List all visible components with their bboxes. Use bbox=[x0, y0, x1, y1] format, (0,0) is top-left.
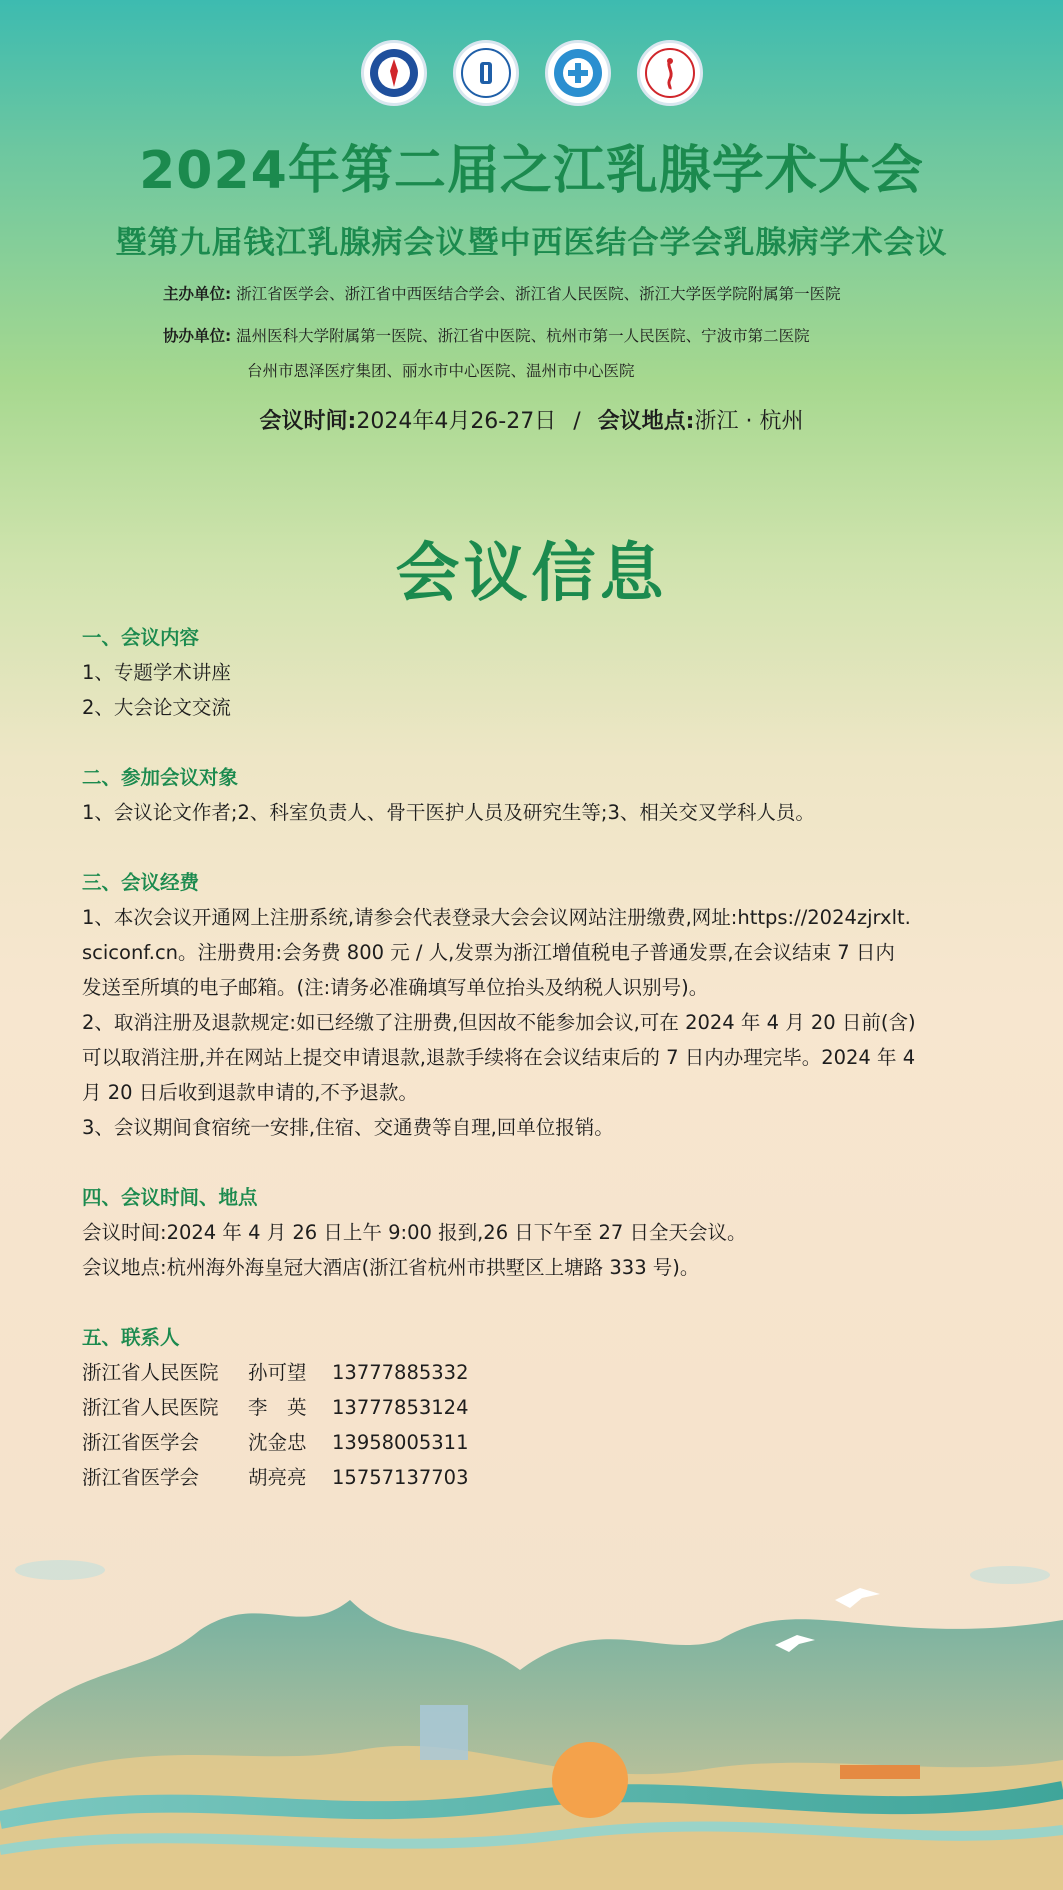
list-item: 1、专题学术讲座 bbox=[82, 661, 231, 684]
place-value: 浙江 · 杭州 bbox=[694, 409, 804, 434]
host-label: 主办单位: bbox=[163, 285, 232, 303]
time-label: 会议时间: bbox=[259, 409, 357, 434]
paragraph-line: 3、会议期间食宿统一安排,住宿、交通费等自理,回单位报销。 bbox=[82, 1116, 614, 1139]
co-list-line1: 温州医科大学附属第一医院、浙江省中医院、杭州市第一人民医院、宁波市第二医院 bbox=[236, 327, 810, 345]
paragraph-line: sciconf.cn。注册费用:会务费 800 元 / 人,发票为浙江增值税电子普通发票,在会议结束 7 日内 bbox=[82, 941, 895, 964]
section-contacts bbox=[82, 1320, 1002, 1495]
contact-org: 浙江省医学会 bbox=[82, 1466, 200, 1489]
section-heading: 二、参加会议对象 bbox=[82, 766, 239, 789]
section-time-place bbox=[82, 1180, 1002, 1285]
section-audience bbox=[82, 760, 1002, 830]
co-label: 协办单位: bbox=[163, 327, 232, 345]
contact-org: 浙江省人民医院 bbox=[82, 1396, 219, 1419]
contact-name: 孙可望 bbox=[248, 1361, 307, 1384]
section-fees bbox=[82, 865, 1002, 1145]
zaim-emblem-icon bbox=[637, 40, 703, 106]
co-organizers bbox=[163, 326, 810, 382]
host-organizers bbox=[163, 284, 841, 305]
contact-row bbox=[82, 1460, 1002, 1495]
contact-name: 胡亮亮 bbox=[248, 1466, 307, 1489]
header bbox=[0, 128, 1063, 262]
contact-phone: 13777885332 bbox=[332, 1361, 469, 1384]
meeting-time-place bbox=[0, 404, 1063, 435]
contact-name: 沈金忠 bbox=[248, 1431, 307, 1454]
list-item: 2、大会论文交流 bbox=[82, 696, 231, 719]
section-content bbox=[82, 620, 1002, 725]
contact-row bbox=[82, 1355, 1002, 1390]
paragraph: 1、会议论文作者;2、科室负责人、骨干医护人员及研究生等;3、相关交叉学科人员。 bbox=[82, 801, 815, 824]
section-heading: 一、会议内容 bbox=[82, 626, 200, 649]
paragraph-line: 月 20 日后收到退款申请的,不予退款。 bbox=[82, 1081, 418, 1104]
contact-org: 浙江省医学会 bbox=[82, 1431, 200, 1454]
section-heading: 三、会议经费 bbox=[82, 871, 200, 894]
co-list-line2: 台州市恩泽医疗集团、丽水市中心医院、温州市中心医院 bbox=[247, 362, 635, 380]
university-hospital-emblem-icon bbox=[545, 40, 611, 106]
host-list: 浙江省医学会、浙江省中西医结合学会、浙江省人民医院、浙江大学医学院附属第一医院 bbox=[236, 285, 841, 303]
contact-org: 浙江省人民医院 bbox=[82, 1361, 219, 1384]
paragraph-line: 1、本次会议开通网上注册系统,请参会代表登录大会会议网站注册缴费,网址:https://2024zjrxlt. bbox=[82, 906, 911, 929]
time-value: 2024年4月26-27日 bbox=[356, 409, 557, 434]
society-emblem-icon bbox=[361, 40, 427, 106]
paragraph-line: 发送至所填的电子邮箱。(注:请务必准确填写单位抬头及纳税人识别号)。 bbox=[82, 976, 709, 999]
section-heading: 四、会议时间、地点 bbox=[82, 1186, 258, 1209]
page-subtitle: 暨第九届钱江乳腺病会议暨中西医结合学会乳腺病学术会议 bbox=[115, 225, 948, 261]
info-heading: 会议信息 bbox=[395, 536, 668, 611]
contact-phone: 13777853124 bbox=[332, 1396, 469, 1419]
contact-name: 李 英 bbox=[248, 1396, 307, 1419]
hospital-1984-emblem-icon bbox=[453, 40, 519, 106]
logo-row bbox=[0, 40, 1063, 106]
place-label: 会议地点: bbox=[597, 409, 695, 434]
section-heading: 五、联系人 bbox=[82, 1326, 180, 1349]
paragraph-line: 会议地点:杭州海外海皇冠大酒店(浙江省杭州市拱墅区上塘路 333 号)。 bbox=[82, 1256, 700, 1279]
page-title: 2024年第二届之江乳腺学术大会 bbox=[139, 141, 924, 201]
contact-row bbox=[82, 1390, 1002, 1425]
paragraph-line: 可以取消注册,并在网站上提交申请退款,退款手续将在会议结束后的 7 日内办理完毕。2024 年 4 bbox=[82, 1046, 916, 1069]
contact-phone: 15757137703 bbox=[332, 1466, 469, 1489]
contact-phone: 13958005311 bbox=[332, 1431, 469, 1454]
paragraph-line: 2、取消注册及退款规定:如已经缴了注册费,但因故不能参加会议,可在 2024 年 4 月 20 日前(含) bbox=[82, 1011, 916, 1034]
landscape-illustration bbox=[0, 1530, 1063, 1890]
separator: / bbox=[573, 409, 581, 434]
contact-row bbox=[82, 1425, 1002, 1460]
paragraph-line: 会议时间:2024 年 4 月 26 日上午 9:00 报到,26 日下午至 27 日全天会议。 bbox=[82, 1221, 747, 1244]
